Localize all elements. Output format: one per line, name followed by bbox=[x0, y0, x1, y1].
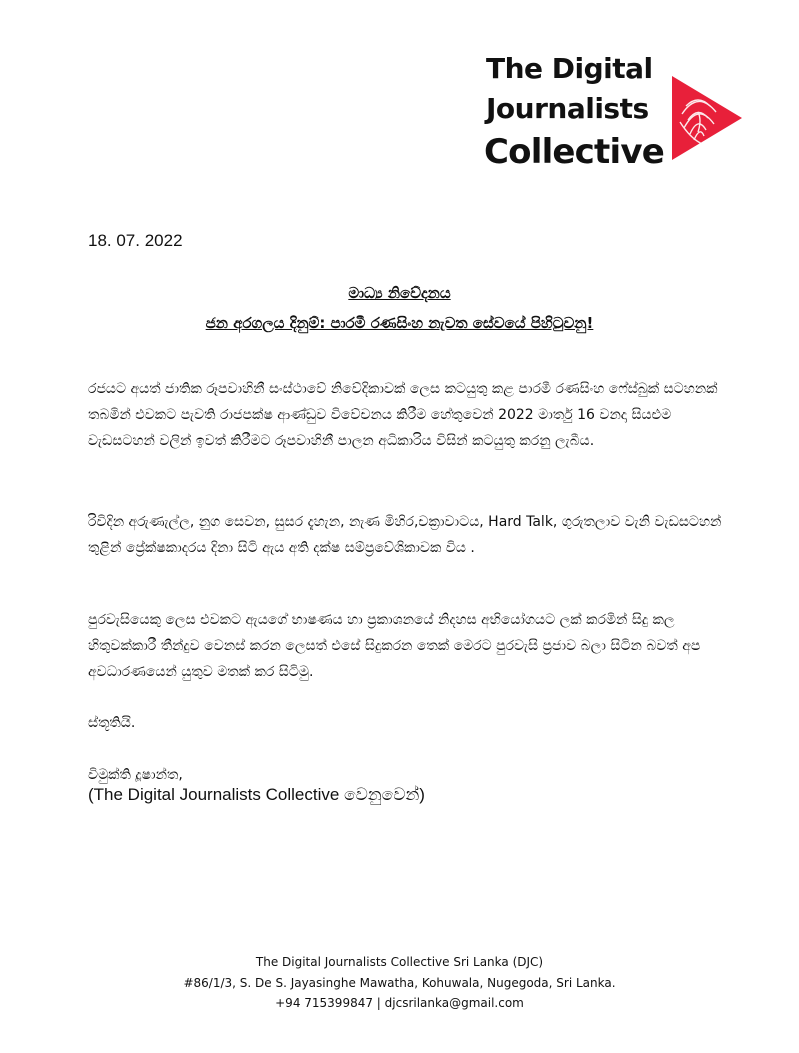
closing-thanks: ස්තූතියි. bbox=[88, 715, 136, 731]
page-subtitle: ජන අරගලය දිනුම්: පාරමී රණසිංහ නැවත සේවයේ පිහිටුවනු! bbox=[205, 314, 594, 332]
paragraph-2: රිවිදින අරුණැල්ල, නුග සෙවන, සුසර දැහැන, නැණ මිහිර,චක්‍රාවාටය, Hard Talk, ගුරුතලාව වැනි වැඩසටහන් තුළින් ප්‍රේක්ෂකාදරය දිනා සිටි ඇය අති දක්ෂ සම්ප්‍රවේශිකාවක විය . bbox=[88, 514, 722, 556]
logo-line-1: The Digital bbox=[486, 52, 653, 85]
logo-line-3: Collective bbox=[484, 132, 664, 172]
logo-line-2: Journalists bbox=[486, 92, 649, 125]
paragraph-1: රජයට අයත් ජාතික රූපවාහිනී සංස්ථාවේ නිවේදිකාවක් ලෙස කටයුතු කළ පාරමී රණසිංහ ෆේස්බුක් සටහනක් තබමින් එවකට පැවති රාජපක්ෂ ආණ්ඩුව විවේචනය කිරීම හේතුවෙන් 2022 මාර්තු 16 වනදා සියළුම වැඩසටහන් වලින් ඉවත් කිරීමට රූපවාහිනී පාලන අධිකාරිය විසින් කටයුතු කරනු ලැබීය. bbox=[88, 381, 718, 449]
footer-address: #86/1/3, S. De S. Jayasinghe Mawatha, Kohuwala, Nugegoda, Sri Lanka. bbox=[183, 976, 616, 990]
footer-organization: The Digital Journalists Collective Sri Lanka (DJC) bbox=[255, 955, 544, 969]
paragraph-3: පුරවැසියෙකු ලෙස එවකට ඇයගේ භාෂණය හා ප්‍රකාශනයේ නිදහස අභියෝගයට ලක් කරමින් සිදු කල හිතුවක්කාරී තීන්දුව වෙනස් කරන ලෙසත් එසේ සිදුකරන තෙක් මෙරට පුරවැසි ප්‍රජාව බලා සිටින බවත් අප අවධාරණයෙන් යුතුව මතක් කර සිටිමු. bbox=[88, 612, 701, 680]
document-date: 18. 07. 2022 bbox=[88, 231, 183, 250]
fingerprint-triangle-icon bbox=[672, 76, 742, 160]
footer-contact: +94 715399847 | djcsrilanka@gmail.com bbox=[275, 996, 524, 1010]
page-title: මාධ්‍ය නිවේදනය bbox=[348, 284, 451, 302]
signature-organization: (The Digital Journalists Collective වෙනුවෙන්) bbox=[88, 785, 425, 804]
djc-logo bbox=[484, 52, 754, 177]
signature-name: විමුක්ති දූෂාන්ත, bbox=[88, 767, 183, 783]
